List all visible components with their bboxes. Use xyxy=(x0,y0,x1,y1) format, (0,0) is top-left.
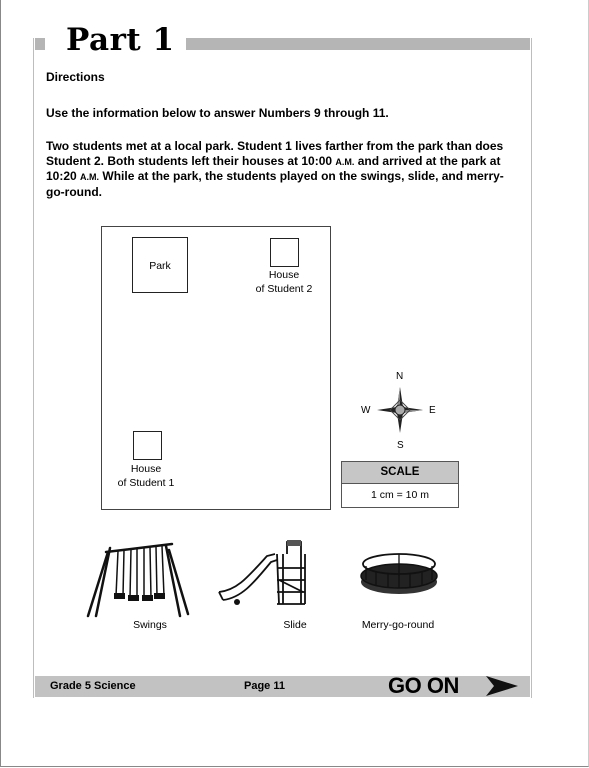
park-label: Park xyxy=(149,260,171,272)
slide-label: Slide xyxy=(283,619,307,631)
compass-north: N xyxy=(396,371,404,382)
header-bar-left xyxy=(35,38,45,50)
compass-south: S xyxy=(397,440,404,451)
compass-east: E xyxy=(429,405,436,416)
house2-square xyxy=(270,238,299,267)
passage-am1: A.M. xyxy=(335,156,355,167)
footer-page-number: Page 11 xyxy=(244,680,285,692)
header-bar-right xyxy=(186,38,530,50)
swings-label: Swings xyxy=(133,619,167,631)
go-on-text: GO ON xyxy=(388,673,459,698)
instructions-text: Use the information below to answer Numbers 9 through 11. xyxy=(46,106,389,120)
compass-rose-icon xyxy=(375,385,425,435)
passage-part2: and arrived at the park at 10:20 xyxy=(46,153,501,183)
swings-icon xyxy=(86,538,191,618)
compass-west: W xyxy=(361,405,371,416)
house1-label-line2: of Student 1 xyxy=(117,477,175,489)
scale-box xyxy=(341,461,459,508)
go-on-arrow-icon xyxy=(484,674,518,698)
house1-label-line1: House xyxy=(130,463,162,475)
house2-label-line2: of Student 2 xyxy=(255,283,313,295)
scale-title: SCALE xyxy=(342,462,458,484)
passage-part3: While at the park, the students played on the swings, slide, and merry-go-round. xyxy=(46,169,504,199)
passage-am2: A.M. xyxy=(80,172,100,182)
footer-subject: Grade 5 Science xyxy=(50,680,136,692)
passage-text xyxy=(46,139,506,199)
scale-value: 1 cm = 10 m xyxy=(370,489,430,501)
merry-go-round-label: Merry-go-round xyxy=(361,619,435,631)
house1-square xyxy=(133,431,162,460)
directions-heading: Directions xyxy=(46,70,105,84)
house2-label-line1: House xyxy=(268,269,300,281)
merry-go-round-icon xyxy=(358,552,440,604)
part-title: Part 1 xyxy=(66,22,175,58)
slide-icon xyxy=(217,538,309,608)
passage-part1: Two students met at a local park. Student 1 lives farther from the park than does Student 2. Both students left their houses at 10:00 xyxy=(46,139,504,168)
